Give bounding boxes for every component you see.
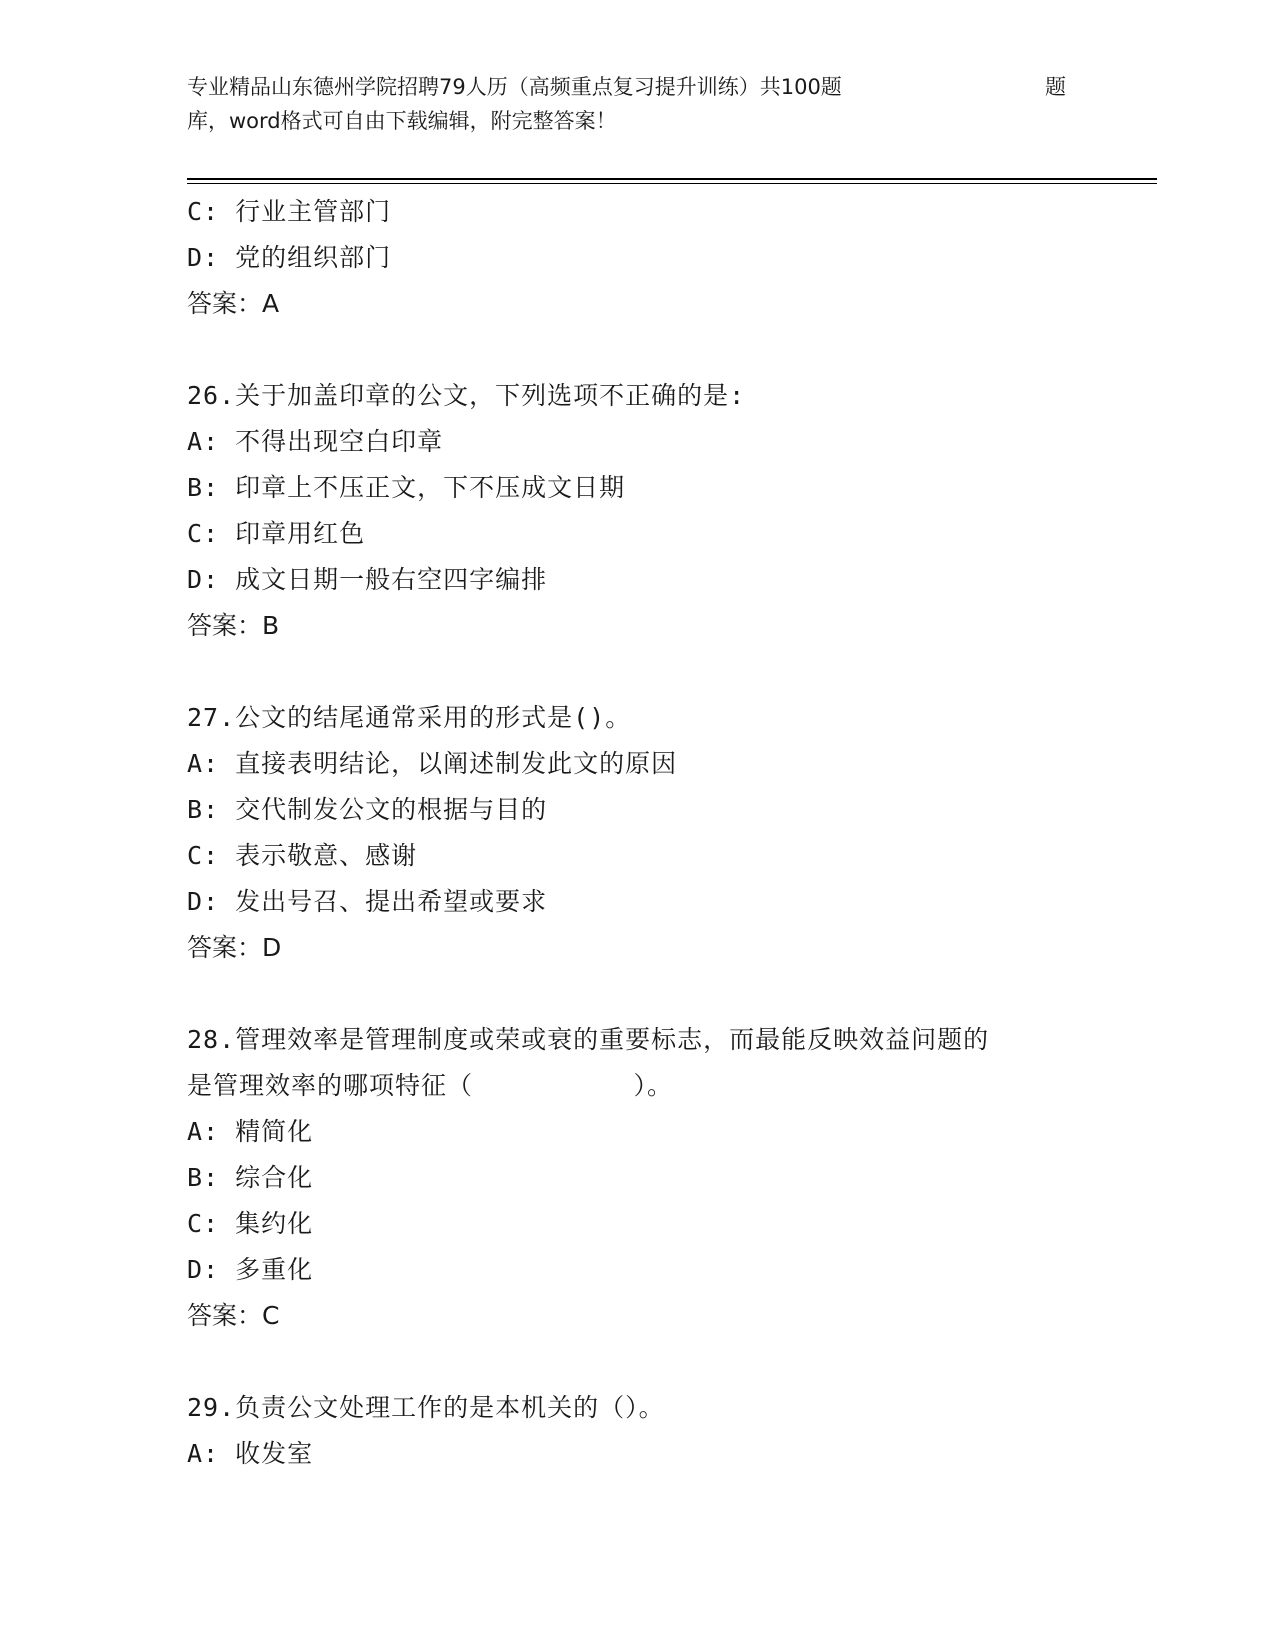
option-b: B: 交代制发公文的根据与目的 (187, 795, 548, 824)
option-d: D: 多重化 (187, 1255, 314, 1284)
question-28 (187, 1017, 1087, 1339)
answer: 答案：C (187, 1301, 280, 1330)
answer: 答案：D (187, 933, 282, 962)
question-27 (187, 695, 1087, 971)
spacer (187, 971, 1087, 1017)
option-b: B: 印章上不压正文，下不压成文日期 (187, 473, 626, 502)
option-a: A: 收发室 (187, 1439, 314, 1468)
option-c: C: 行业主管部门 (187, 197, 392, 226)
option-c: C: 印章用红色 (187, 519, 366, 548)
question-26 (187, 373, 1087, 649)
answer: 答案：B (187, 611, 280, 640)
spacer (187, 1339, 1087, 1385)
header-title-line-1: 专业精品山东德州学院招聘79人历（高频重点复习提升训练）共100题 (187, 75, 842, 99)
answer: 答案：A (187, 289, 280, 318)
header-divider-thick (187, 178, 1157, 180)
question-25-tail (187, 189, 1087, 327)
header-title-line-2: 库，word格式可自由下载编辑，附完整答案！ (187, 109, 617, 133)
question-stem-line-2: 是管理效率的哪项特征（ ）。 (187, 1071, 674, 1100)
question-stem: 29.负责公文处理工作的是本机关的（）。 (187, 1393, 665, 1422)
option-b: B: 综合化 (187, 1163, 314, 1192)
question-stem: 26.关于加盖印章的公文，下列选项不正确的是: (187, 381, 746, 410)
spacer (187, 649, 1087, 695)
question-stem-line-1: 28.管理效率是管理制度或荣或衰的重要标志，而最能反映效益问题的 (187, 1025, 990, 1054)
option-d: D: 党的组织部门 (187, 243, 392, 272)
question-29 (187, 1385, 1087, 1477)
option-a: A: 精简化 (187, 1117, 314, 1146)
option-d: D: 发出号召、提出希望或要求 (187, 887, 548, 916)
option-a: A: 不得出现空白印章 (187, 427, 444, 456)
question-stem: 27.公文的结尾通常采用的形式是()。 (187, 703, 632, 732)
header-title-trailing-char: 题 (1045, 75, 1066, 99)
option-c: C: 表示敬意、感谢 (187, 841, 418, 870)
option-a: A: 直接表明结论，以阐述制发此文的原因 (187, 749, 678, 778)
option-d: D: 成文日期一般右空四字编排 (187, 565, 548, 594)
header-divider-thin (187, 183, 1157, 184)
document-header (187, 70, 1087, 138)
question-list (187, 189, 1087, 1477)
option-c: C: 集约化 (187, 1209, 314, 1238)
spacer (187, 327, 1087, 373)
